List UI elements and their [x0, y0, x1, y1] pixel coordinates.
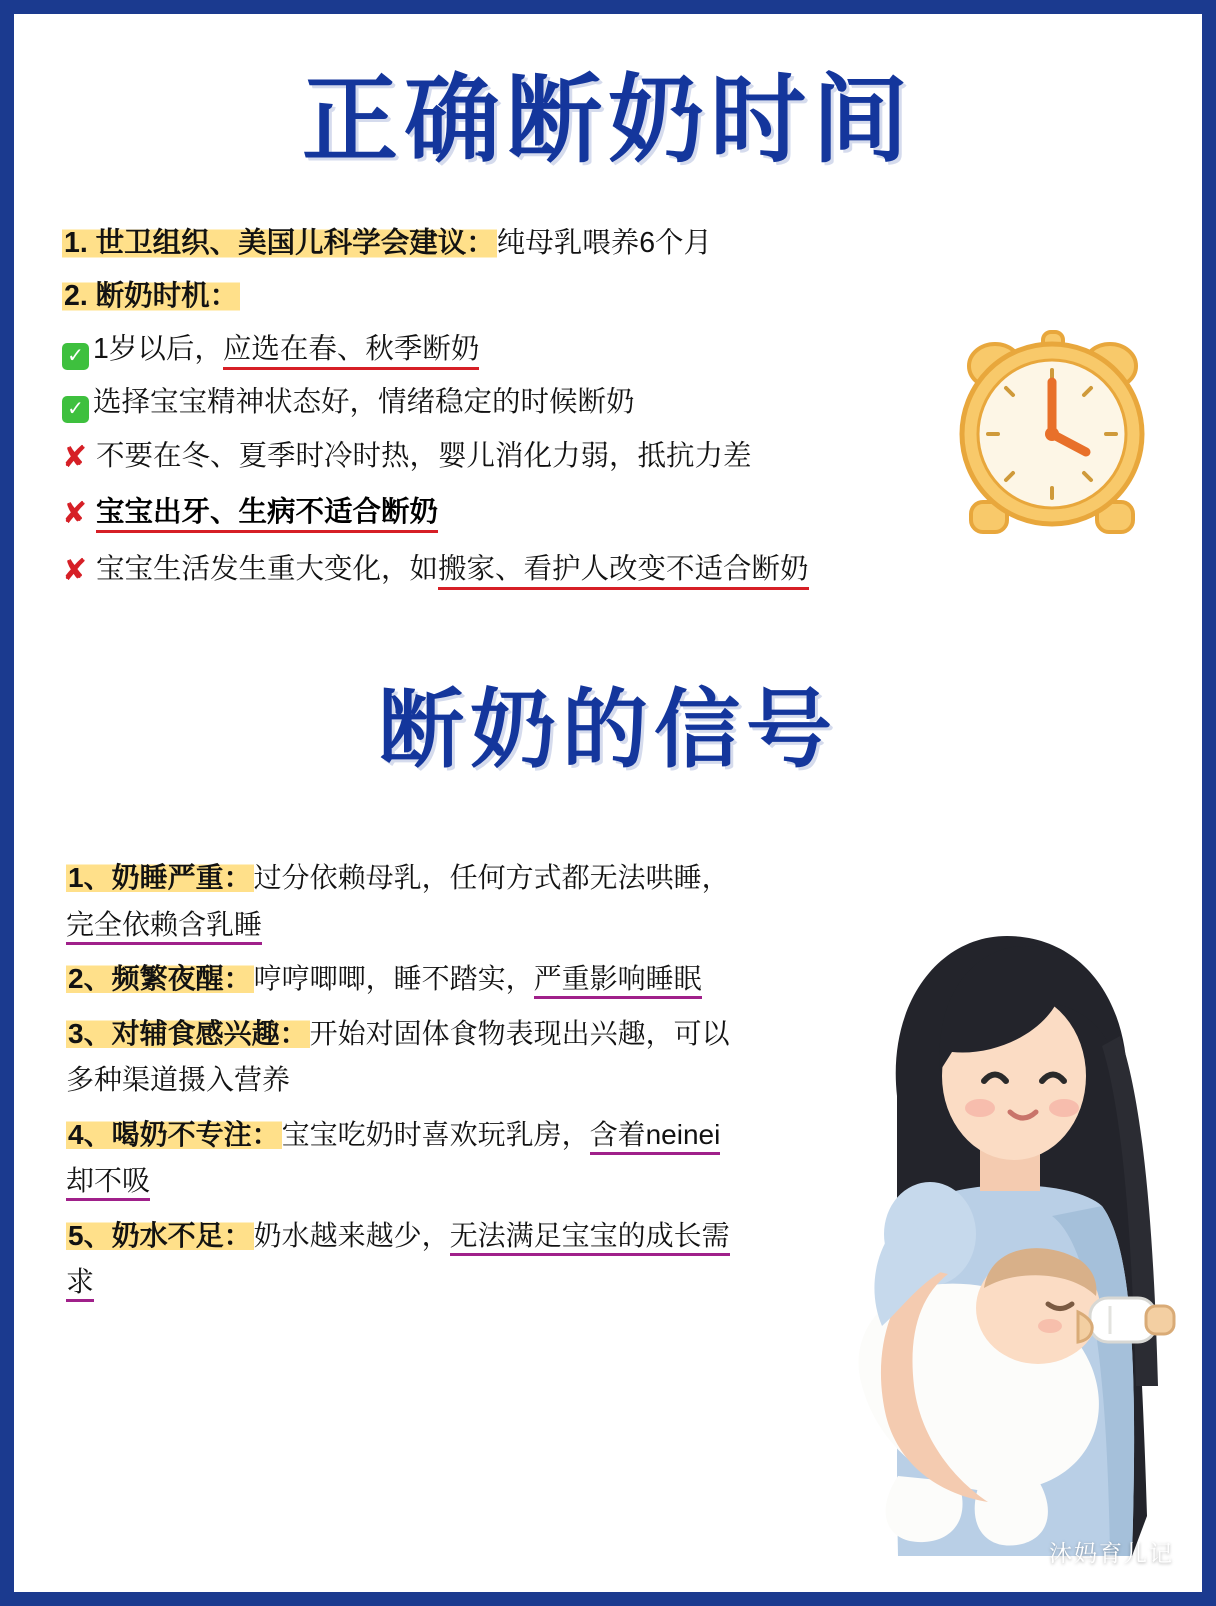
- list-item-emphasis: 无法满足宝宝的成长需求: [66, 1220, 730, 1302]
- list-item-emphasis: 搬家、看护人改变不适合断奶: [438, 553, 809, 590]
- list-item: [62, 489, 1168, 539]
- list-item: [66, 956, 740, 1002]
- list-item-text: 过分依赖母乳，任何方式都无法哄睡，: [253, 862, 730, 894]
- list-item-text: 纯母乳喂养6个月: [496, 227, 713, 259]
- page-title-secondary: 断奶的信号: [378, 680, 838, 781]
- list-item-emphasis: 含着neinei却不吸: [66, 1119, 720, 1201]
- list-item-label: 1、奶睡严重：: [68, 862, 252, 894]
- watermark: 沐妈育儿记: [1049, 1540, 1174, 1566]
- list-item: [62, 433, 1168, 483]
- list-item-label: 3、对辅食感兴趣：: [68, 1017, 308, 1049]
- list-item-text: 不要在冬、夏季时冷时热，婴儿消化力弱，抵抗力差: [96, 439, 752, 472]
- list-item: [62, 546, 1168, 596]
- check-icon: ✓: [62, 343, 89, 370]
- check-icon: ✓: [62, 396, 89, 423]
- list-item-emphasis: 完全依赖含乳睡: [66, 909, 262, 945]
- list-item: [66, 855, 740, 948]
- list-item-emphasis: 应选在春、秋季断奶: [223, 333, 480, 370]
- list-item-text: 开始对固体食物表现出兴趣，可以多种渠道摄入营养: [66, 1017, 730, 1096]
- list-item-text: 宝宝吃奶时喜欢玩乳房，: [281, 1118, 590, 1150]
- list-item-label: 2. 断奶时机：: [64, 280, 239, 313]
- list-item: [66, 1112, 740, 1205]
- list-item-label: 5、奶水不足：: [68, 1219, 252, 1251]
- list-item: [62, 220, 1168, 266]
- list-item: [62, 379, 1168, 425]
- cross-icon: ✘: [62, 440, 88, 474]
- page-title-primary: 正确断奶时间: [302, 64, 914, 176]
- section-timing-list: [14, 220, 1202, 595]
- list-item: [66, 1213, 740, 1306]
- list-item: [62, 273, 1168, 319]
- list-item-text: 奶水越来越少，: [253, 1219, 450, 1251]
- list-item-emphasis: 宝宝出牙、生病不适合断奶: [96, 496, 438, 533]
- section-signals-list: [14, 855, 774, 1305]
- list-item-text: 哼哼唧唧，睡不踏实，: [253, 963, 534, 995]
- cross-icon: ✘: [62, 497, 88, 531]
- list-item-text: 宝宝生活发生重大变化，如: [96, 552, 439, 585]
- list-item-text: 1岁以后，: [93, 333, 223, 366]
- list-item-text: 选择宝宝精神状态好，情绪稳定的时候断奶: [93, 386, 635, 419]
- list-item: [62, 326, 1168, 372]
- cross-icon: ✘: [62, 553, 88, 587]
- list-item-label: 2、频繁夜醒：: [68, 963, 252, 995]
- mother-breastfeeding-baby-illustration: [802, 916, 1192, 1576]
- list-item: [66, 1011, 740, 1104]
- list-item-emphasis: 严重影响睡眠: [534, 963, 702, 999]
- list-item-label: 1. 世卫组织、美国儿科学会建议：: [64, 227, 495, 259]
- list-item-label: 4、喝奶不专注：: [68, 1118, 280, 1150]
